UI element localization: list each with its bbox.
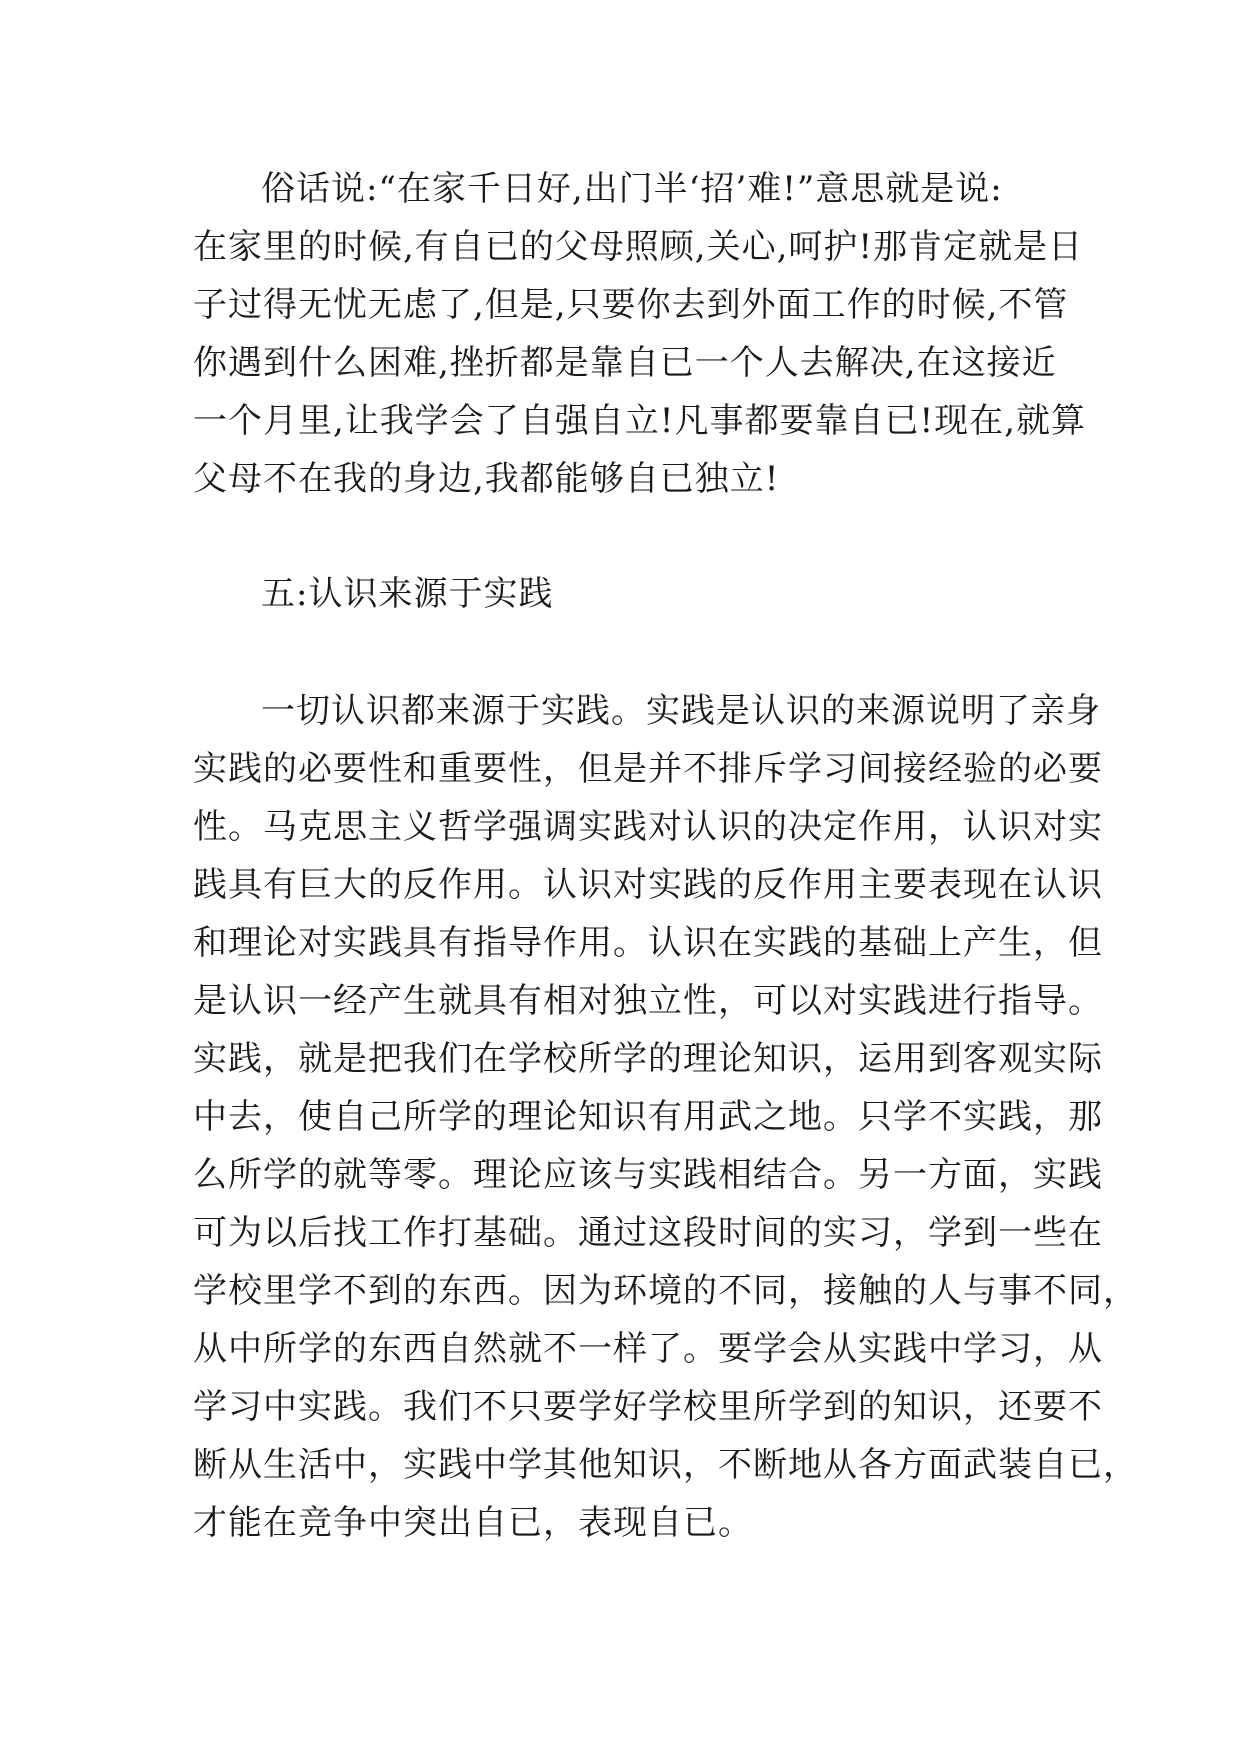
paragraph-practice xyxy=(193,682,1138,1552)
text-line: 学校里学不到的东西。因为环境的不同，接触的人与事不同， xyxy=(193,1271,1138,1311)
text-line: 俗话说:“在家千日好,出门半‘招’难!”意思就是说: xyxy=(261,169,1003,209)
text-line: 你遇到什么困难,挫折都是靠自已一个人去解决,在这接近 xyxy=(193,343,1057,383)
text-line: 学习中实践。我们不只要学好学校里所学到的知识，还要不 xyxy=(193,1387,1103,1427)
text-line: 从中所学的东西自然就不一样了。要学会从实践中学习，从 xyxy=(193,1329,1103,1369)
text-line: 父母不在我的身边,我都能够自已独立! xyxy=(193,459,780,499)
text-line: 实践的必要性和重要性，但是并不排斥学习间接经验的必要 xyxy=(193,749,1103,789)
document-body xyxy=(193,160,1138,1552)
text-line: 践具有巨大的反作用。认识对实践的反作用主要表现在认识 xyxy=(193,865,1103,905)
text-line: 一个月里,让我学会了自强自立!凡事都要靠自已!现在,就算 xyxy=(193,401,1086,441)
text-line: 实践，就是把我们在学校所学的理论知识，运用到客观实际 xyxy=(193,1039,1103,1079)
text-line: 子过得无忧无虑了,但是,只要你去到外面工作的时候,不管 xyxy=(193,285,1069,325)
text-line: 是认识一经产生就具有相对独立性，可以对实践进行指导。 xyxy=(193,981,1103,1021)
text-line: 可为以后找工作打基础。通过这段时间的实习，学到一些在 xyxy=(193,1213,1103,1253)
section-heading-five xyxy=(193,565,1063,623)
text-line: 在家里的时候,有自已的父母照顾,关心,呵护!那肯定就是日 xyxy=(193,227,1084,267)
text-line: 一切认识都来源于实践。实践是认识的来源说明了亲身 xyxy=(261,691,1101,731)
text-line: 么所学的就等零。理论应该与实践相结合。另一方面，实践 xyxy=(193,1155,1103,1195)
text-line: 才能在竞争中突出自已，表现自已。 xyxy=(193,1503,753,1543)
text-line: 性。马克思主义哲学强调实践对认识的决定作用，认识对实 xyxy=(193,807,1103,847)
text-line: 中去，使自己所学的理论知识有用武之地。只学不实践，那 xyxy=(193,1097,1103,1137)
text-line: 和理论对实践具有指导作用。认识在实践的基础上产生，但 xyxy=(193,923,1103,963)
paragraph-leaving-home xyxy=(193,160,1086,508)
heading-line: 五:认识来源于实践 xyxy=(261,574,554,614)
text-line: 断从生活中，实践中学其他知识，不断地从各方面武装自已， xyxy=(193,1445,1138,1485)
